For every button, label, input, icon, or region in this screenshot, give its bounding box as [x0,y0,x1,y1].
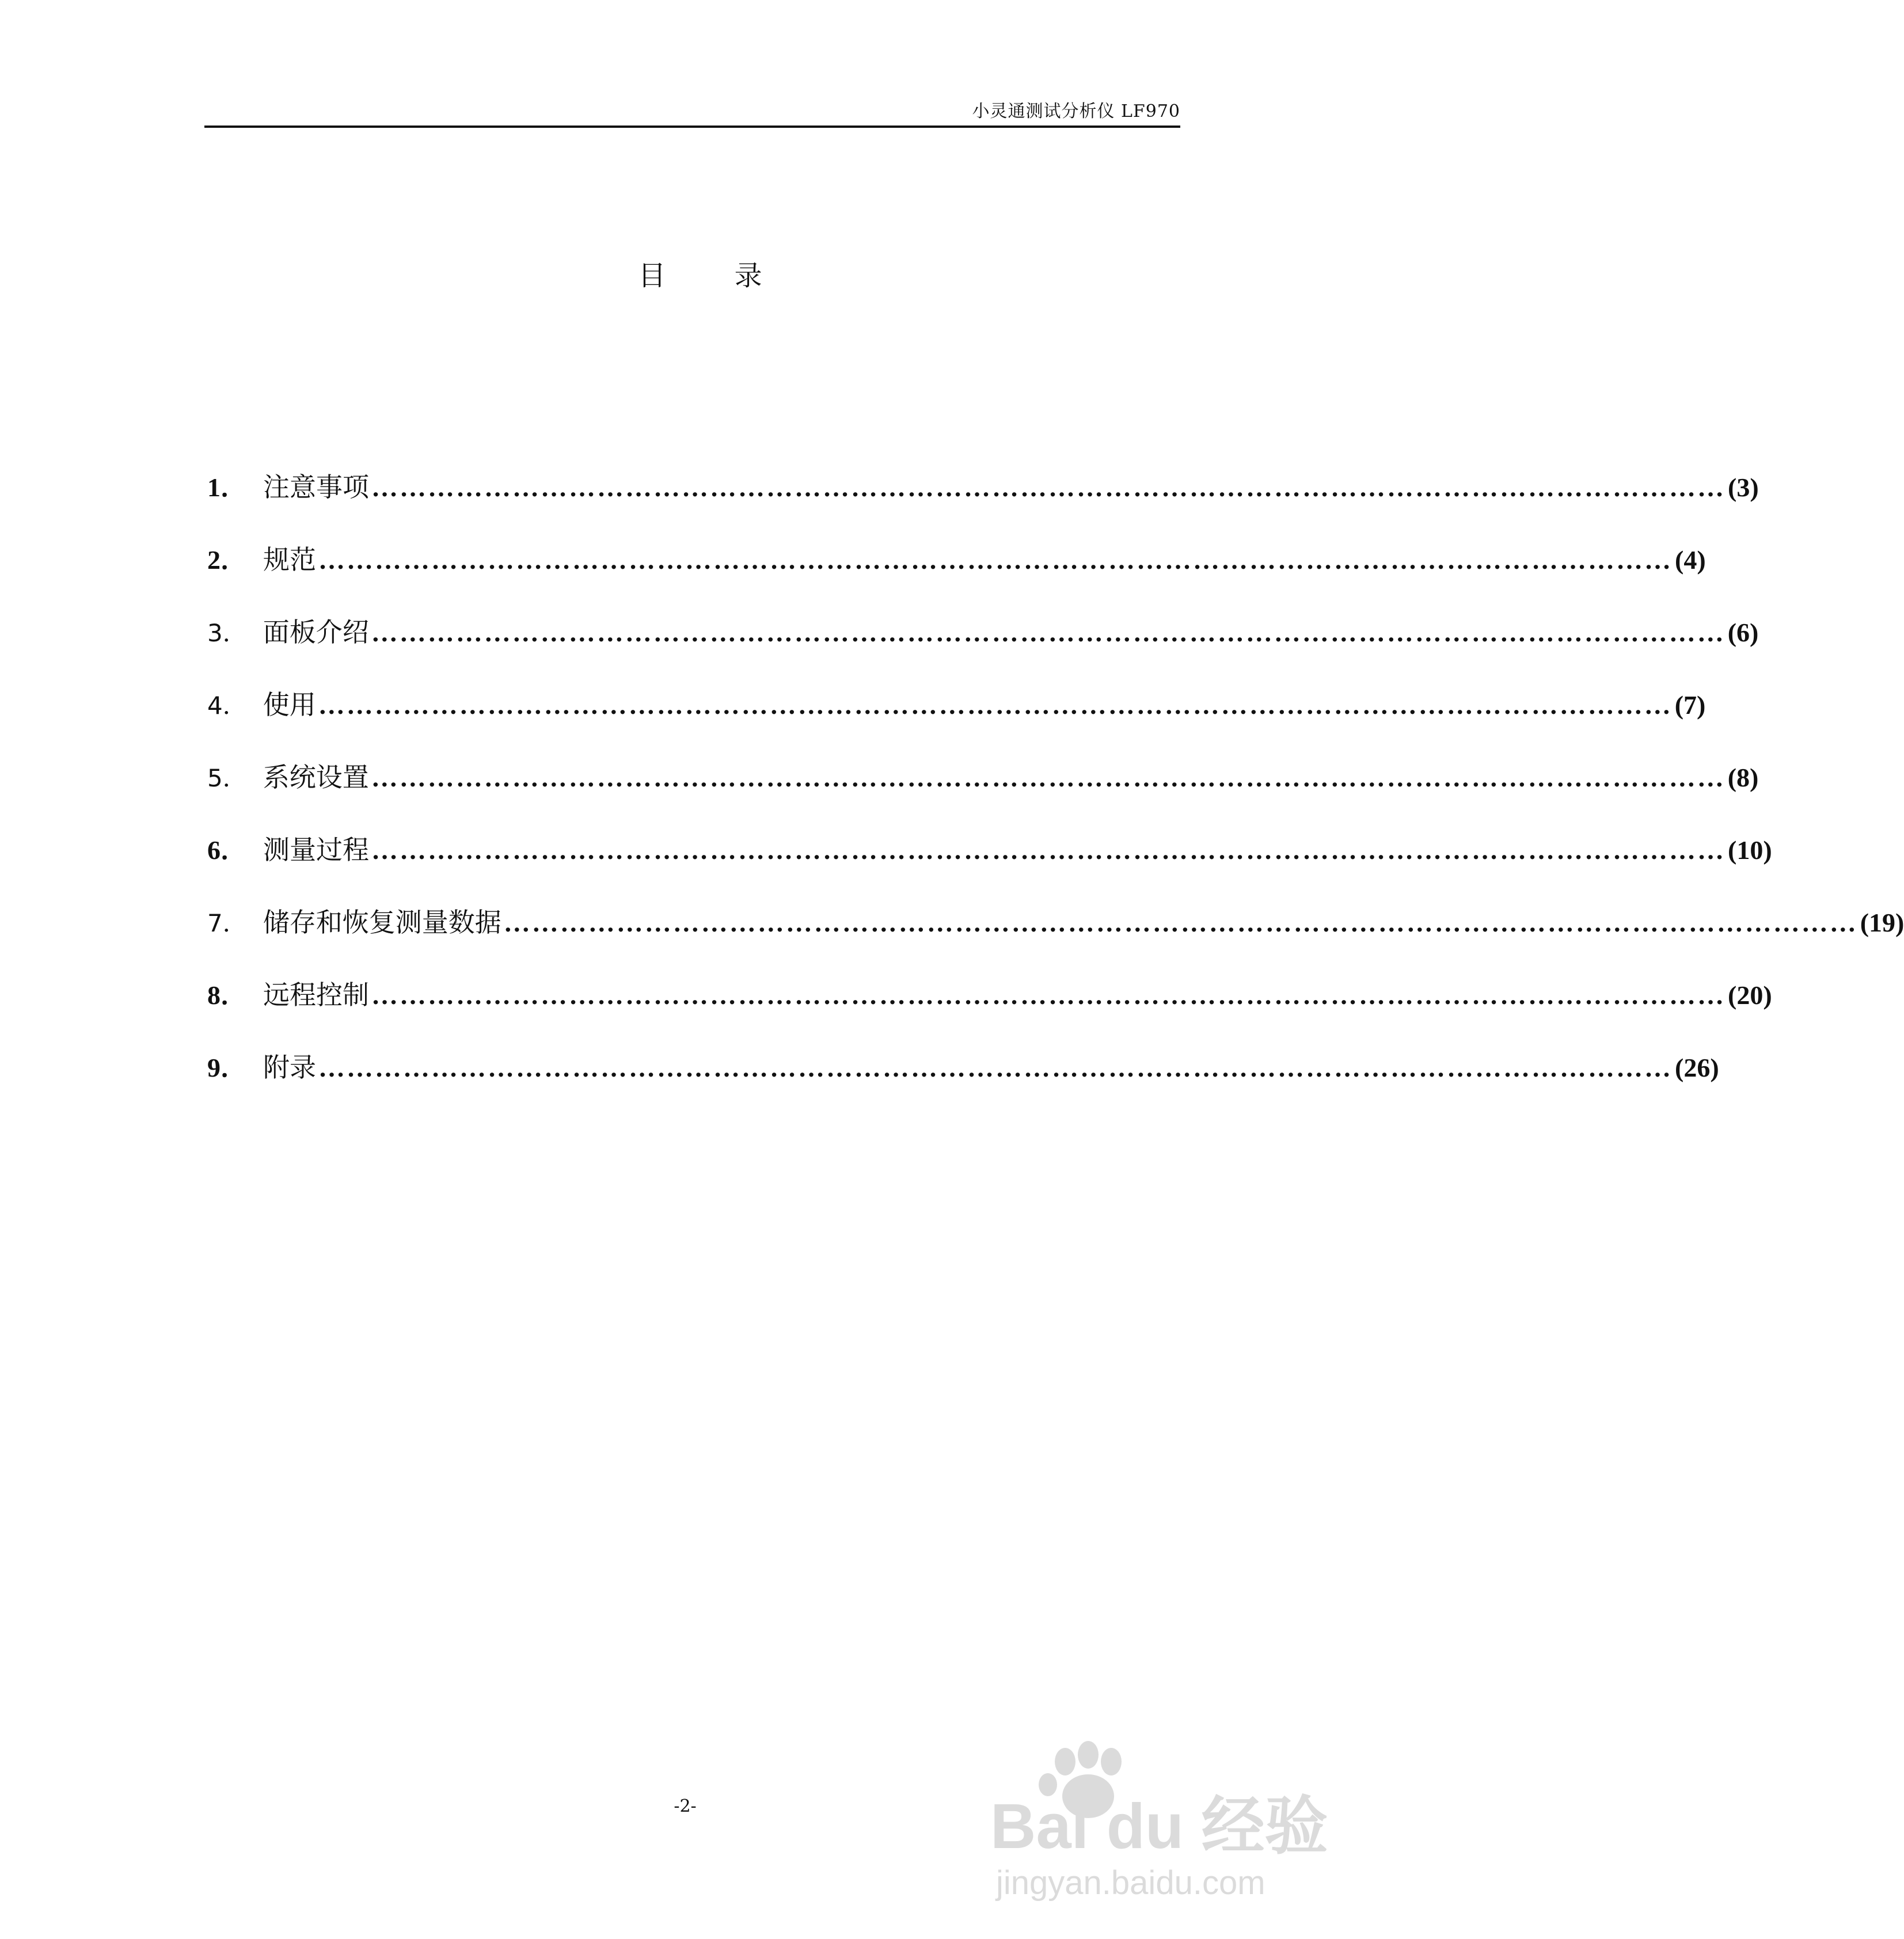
toc-item-number: 8． [207,980,247,1010]
toc-leader-dots: ……………………………………………………………………………………………………………………………… [371,980,1726,1010]
toc-item-number: 7． [207,909,247,937]
toc-leader-dots: ……………………………………………………………………………………………………………………………… [371,835,1726,865]
toc-leader-dots: ……………………………………………………………………………………………………………………………… [503,908,1858,937]
toc-item-label: 注意事项 [263,472,369,503]
table-of-contents [207,466,1904,1119]
toc-item-page: (26) [1675,1053,1719,1082]
toc-item-number: 3． [207,619,247,647]
toc-item-label: 系统设置 [263,762,369,793]
toc-item-page: (20) [1728,980,1772,1010]
page-number: -2- [674,1796,697,1816]
toc-item[interactable] [207,902,1904,974]
toc-item-page: (4) [1675,545,1706,575]
header-divider [204,126,1180,128]
toc-item-label: 面板介绍 [263,617,369,648]
toc-leader-dots: ……………………………………………………………………………………………………………………………… [318,690,1673,720]
toc-item[interactable] [207,756,1759,829]
toc-item-page: (6) [1727,618,1759,647]
toc-leader-dots: ……………………………………………………………………………………………………………………………… [371,763,1726,792]
baidu-jingyan-watermark [979,1739,1328,1911]
document-title: 目 录 [638,260,792,292]
watermark-brand: Bai du 经验 [990,1791,1328,1862]
toc-leader-dots: ……………………………………………………………………………………………………………………………… [371,473,1726,502]
toc-item-page: (7) [1674,690,1706,720]
toc-item-number: 1． [207,473,247,502]
header-title: 小灵通测试分析仪 LF970 [972,101,1180,121]
watermark-url: jingyan.baidu.com [996,1864,1265,1902]
toc-item[interactable] [207,539,1706,611]
toc-item-label: 使用 [263,689,316,720]
toc-item-label: 附录 [263,1052,316,1083]
toc-item[interactable] [207,611,1759,684]
toc-item-label: 规范 [263,544,316,575]
toc-item-number: 5． [207,764,247,792]
toc-item[interactable] [207,829,1772,902]
toc-item-page: (19) [1860,908,1904,937]
toc-item[interactable] [207,466,1759,539]
toc-item-label: 远程控制 [263,979,369,1010]
toc-item-number: 4． [207,691,247,720]
toc-item[interactable] [207,684,1706,756]
toc-item-label: 储存和恢复测量数据 [263,907,501,938]
toc-leader-dots: ……………………………………………………………………………………………………………………………… [318,1053,1673,1082]
toc-item[interactable] [207,974,1772,1047]
toc-item-number: 2． [207,545,247,575]
toc-item-number: 9． [207,1053,247,1082]
toc-item-page: (10) [1728,835,1772,865]
toc-item[interactable] [207,1047,1719,1119]
toc-item-label: 测量过程 [263,834,369,865]
toc-item-page: (3) [1728,473,1759,502]
toc-item-number: 6． [207,835,247,865]
toc-leader-dots: ……………………………………………………………………………………………………………………………… [318,545,1673,575]
toc-item-page: (8) [1727,763,1759,792]
toc-leader-dots: ……………………………………………………………………………………………………………………………… [371,618,1726,647]
